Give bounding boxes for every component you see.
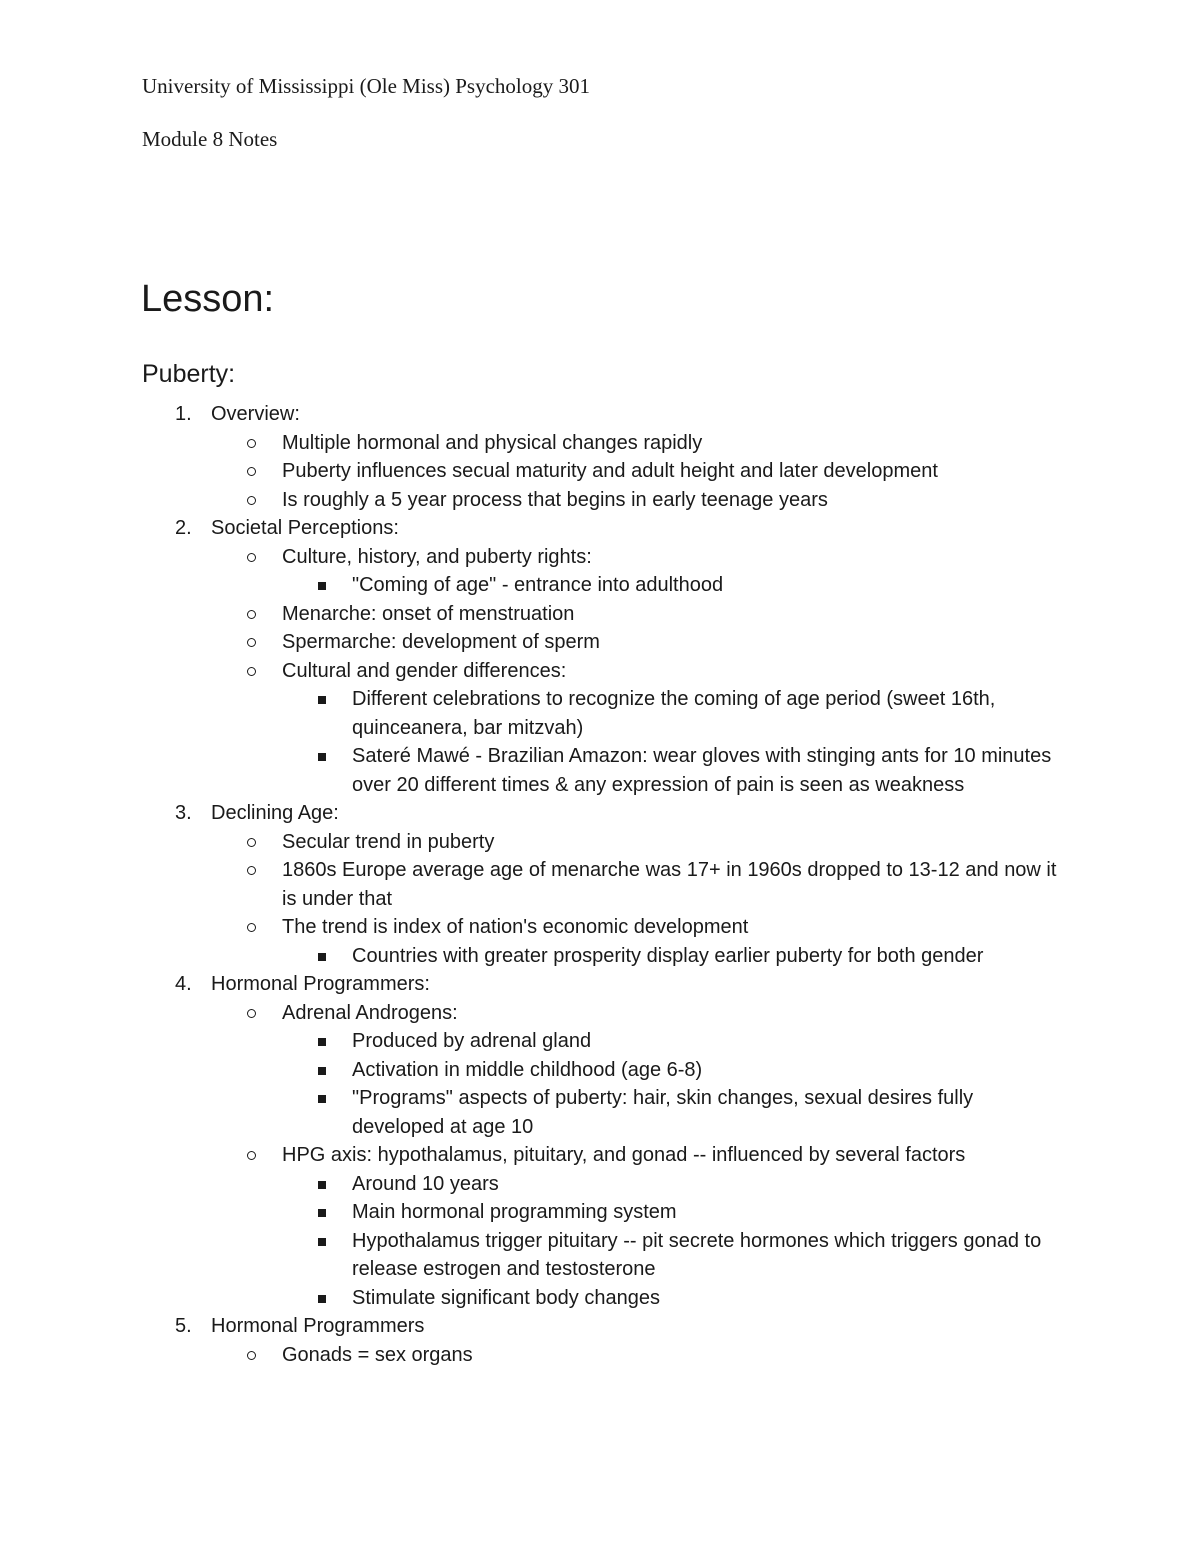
list-item-text: Cultural and gender differences: bbox=[282, 659, 567, 682]
hollow-circle-bullet-icon bbox=[247, 638, 257, 648]
square-bullet-icon bbox=[318, 696, 328, 706]
list-item-text: Secular trend in puberty bbox=[282, 830, 495, 853]
list-item-text: Adrenal Androgens: bbox=[282, 1001, 458, 1024]
bullet-item bbox=[0, 628, 1200, 657]
square-bullet-icon bbox=[318, 953, 328, 963]
sub-bullet-item bbox=[0, 742, 1200, 799]
sub-bullet-item bbox=[0, 1170, 1200, 1199]
list-number: 1. bbox=[175, 403, 192, 425]
list-item-text: Declining Age: bbox=[211, 802, 339, 824]
list-item-text: Spermarche: development of sperm bbox=[282, 631, 600, 653]
sub-bullet-item bbox=[0, 1227, 1200, 1284]
bullet-item bbox=[0, 913, 1200, 942]
hollow-circle-bullet-icon bbox=[247, 1151, 257, 1161]
bullet-item bbox=[0, 828, 1200, 857]
list-item-text: Societal Perceptions: bbox=[211, 517, 399, 539]
numbered-item bbox=[0, 970, 1200, 999]
hollow-circle-bullet-icon bbox=[247, 610, 257, 620]
sub-bullet-item bbox=[0, 571, 1200, 600]
list-item-text: Around 10 years bbox=[352, 1172, 499, 1195]
hollow-circle-bullet-icon bbox=[247, 553, 257, 563]
hollow-circle-bullet-icon bbox=[247, 467, 257, 477]
list-number: 4. bbox=[175, 973, 192, 995]
hollow-circle-bullet-icon bbox=[247, 496, 257, 506]
numbered-item bbox=[0, 400, 1200, 429]
list-number: 2. bbox=[175, 517, 192, 539]
list-item-text: Different celebrations to recognize the coming of age period (sweet 16th, quinceanera, bar mitzvah) bbox=[352, 688, 996, 739]
course-title: University of Mississippi (Ole Miss) Psychology 301 bbox=[142, 74, 591, 98]
list-item-text: Multiple hormonal and physical changes rapidly bbox=[282, 431, 703, 454]
list-number: 3. bbox=[175, 802, 192, 824]
list-item-text: Produced by adrenal gland bbox=[352, 1030, 592, 1052]
sub-bullet-item bbox=[0, 1056, 1200, 1085]
hollow-circle-bullet-icon bbox=[247, 923, 257, 933]
list-item-text: The trend is index of nation's economic development bbox=[282, 916, 749, 938]
module-title: Module 8 Notes bbox=[142, 127, 278, 151]
list-item-text: Culture, history, and puberty rights: bbox=[282, 545, 592, 568]
hollow-circle-bullet-icon bbox=[247, 667, 257, 677]
square-bullet-icon bbox=[318, 1238, 328, 1248]
list-item-text: Main hormonal programming system bbox=[352, 1201, 677, 1223]
list-item-text: Gonads = sex organs bbox=[282, 1343, 473, 1366]
bullet-item bbox=[0, 457, 1200, 486]
list-item-text: Puberty influences secual maturity and adult height and later development bbox=[282, 460, 938, 482]
bullet-item bbox=[0, 543, 1200, 572]
sub-bullet-item bbox=[0, 942, 1200, 971]
list-item-text: Stimulate significant body changes bbox=[352, 1286, 660, 1309]
bullet-item bbox=[0, 600, 1200, 629]
sub-bullet-item bbox=[0, 1027, 1200, 1056]
hollow-circle-bullet-icon bbox=[247, 1009, 257, 1019]
numbered-item bbox=[0, 1312, 1200, 1341]
sub-bullet-item bbox=[0, 1284, 1200, 1313]
list-item-text: Activation in middle childhood (age 6-8) bbox=[352, 1058, 703, 1081]
list-item-text: HPG axis: hypothalamus, pituitary, and gonad -- influenced by several factors bbox=[282, 1144, 966, 1166]
list-item-text: Sateré Mawé - Brazilian Amazon: wear gloves with stinging ants for 10 minutes over 20 different times & any expression of pain is seen as weakness bbox=[352, 745, 1052, 796]
list-item-text: Hormonal Programmers: bbox=[211, 973, 430, 995]
list-item-text: Countries with greater prosperity display earlier puberty for both gender bbox=[352, 944, 984, 967]
list-number: 5. bbox=[175, 1315, 192, 1337]
bullet-item bbox=[0, 1341, 1200, 1370]
sub-bullet-item bbox=[0, 685, 1200, 742]
numbered-item bbox=[0, 514, 1200, 543]
sub-bullet-item bbox=[0, 1198, 1200, 1227]
bullet-item bbox=[0, 486, 1200, 515]
numbered-item bbox=[0, 799, 1200, 828]
hollow-circle-bullet-icon bbox=[247, 439, 257, 449]
square-bullet-icon bbox=[318, 1295, 328, 1305]
square-bullet-icon bbox=[318, 1181, 328, 1191]
list-item-text: "Programs" aspects of puberty: hair, skin changes, sexual desires fully developed at age 10 bbox=[352, 1087, 974, 1138]
lesson-heading: Lesson: bbox=[141, 278, 275, 320]
list-item-text: Overview: bbox=[211, 403, 300, 425]
hollow-circle-bullet-icon bbox=[247, 1351, 257, 1361]
square-bullet-icon bbox=[318, 1038, 328, 1048]
square-bullet-icon bbox=[318, 1209, 328, 1219]
bullet-item bbox=[0, 429, 1200, 458]
square-bullet-icon bbox=[318, 1067, 328, 1077]
list-item-text: Menarche: onset of menstruation bbox=[282, 602, 575, 625]
square-bullet-icon bbox=[318, 753, 328, 763]
list-item-text: Is roughly a 5 year process that begins in early teenage years bbox=[282, 488, 828, 511]
section-heading-puberty: Puberty: bbox=[142, 360, 236, 388]
bullet-item bbox=[0, 999, 1200, 1028]
bullet-item bbox=[0, 657, 1200, 686]
hollow-circle-bullet-icon bbox=[247, 866, 257, 876]
bullet-item bbox=[0, 1141, 1200, 1170]
list-item-text: "Coming of age" - entrance into adulthood bbox=[352, 574, 724, 596]
list-item-text: 1860s Europe average age of menarche was 17+ in 1960s dropped to 13-12 and now it is under that bbox=[282, 859, 1057, 910]
hollow-circle-bullet-icon bbox=[247, 838, 257, 848]
square-bullet-icon bbox=[318, 1095, 328, 1105]
list-item-text: Hypothalamus trigger pituitary -- pit secrete hormones which triggers gonad to release estrogen and testosterone bbox=[352, 1229, 1042, 1280]
list-item-text: Hormonal Programmers bbox=[211, 1315, 425, 1337]
notes-outline bbox=[0, 400, 1200, 1369]
bullet-item bbox=[0, 856, 1200, 913]
square-bullet-icon bbox=[318, 582, 328, 592]
sub-bullet-item bbox=[0, 1084, 1200, 1141]
